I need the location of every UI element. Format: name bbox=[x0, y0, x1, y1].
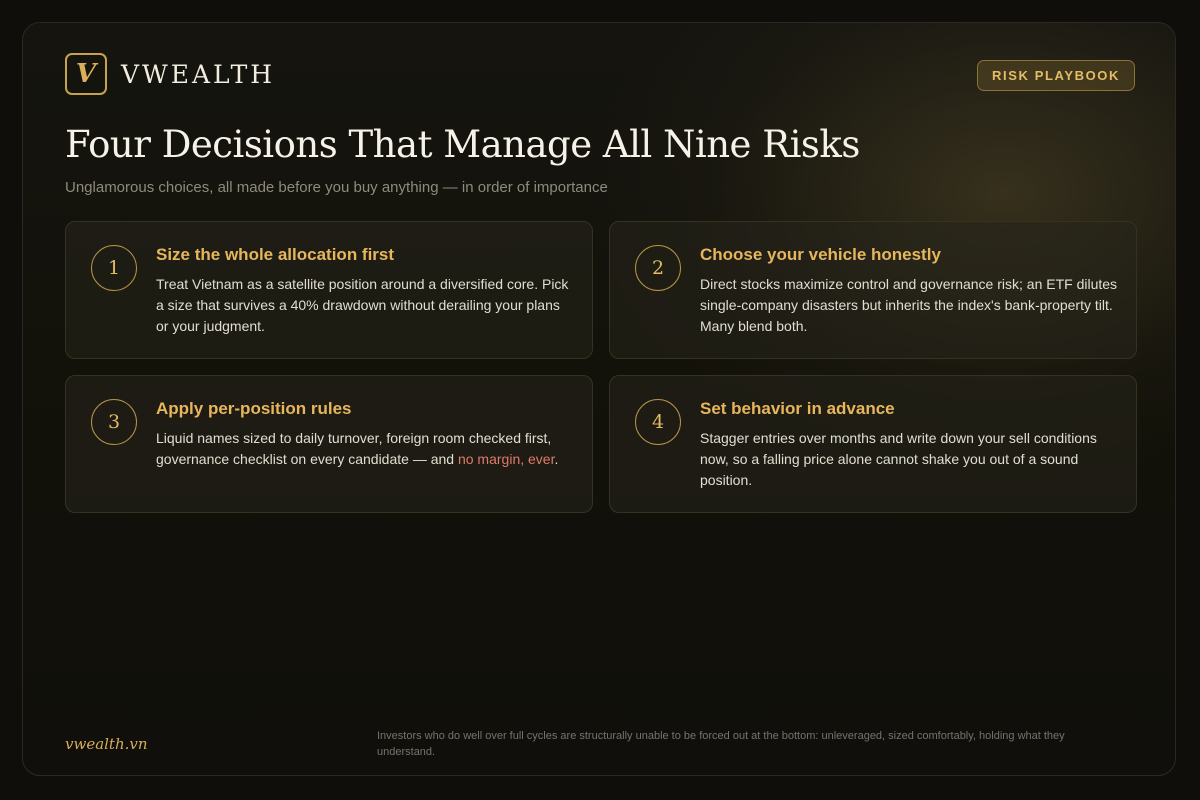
risk-playbook-badge: RISK PLAYBOOK bbox=[977, 60, 1135, 91]
step-number-badge: 2 bbox=[635, 245, 681, 291]
page-title: Four Decisions That Manage All Nine Risks bbox=[65, 123, 860, 166]
decision-card-1 bbox=[65, 221, 593, 359]
card-body-end: . bbox=[554, 451, 559, 467]
logo-mark-icon: V bbox=[65, 53, 107, 95]
card-title: Size the whole allocation first bbox=[156, 245, 395, 264]
card-title: Set behavior in advance bbox=[700, 399, 895, 418]
card-title: Choose your vehicle honestly bbox=[700, 245, 941, 264]
step-number-badge: 1 bbox=[91, 245, 137, 291]
card-body-text: Liquid names sized to daily turnover, foreign room checked first, governance checklist on every candidate — and bbox=[156, 430, 552, 467]
brand-logo bbox=[65, 53, 275, 95]
step-number-badge: 4 bbox=[635, 399, 681, 445]
card-body: Stagger entries over months and write down your sell conditions now, so a falling price alone cannot shake you out of a sound position. bbox=[700, 430, 1097, 488]
card-body: Treat Vietnam as a satellite position around a diversified core. Pick a size that survives a 40% drawdown without derailing your plans or your judgment. bbox=[156, 276, 569, 334]
page-subtitle: Unglamorous choices, all made before you buy anything — in order of importance bbox=[65, 179, 608, 196]
card-title: Apply per-position rules bbox=[156, 399, 352, 418]
footer-note: Investors who do well over full cycles are structurally unable to be forced out at the bottom: unleveraged, sized comfortably, holding what they understand. bbox=[377, 730, 1065, 758]
decision-card-3 bbox=[65, 375, 593, 513]
decision-card-2 bbox=[609, 221, 1137, 359]
decision-card-4 bbox=[609, 375, 1137, 513]
no-margin-highlight: no margin, ever bbox=[457, 451, 555, 467]
footer-site-link[interactable]: vwealth.vn bbox=[65, 735, 148, 753]
card-body bbox=[156, 428, 574, 470]
brand-name: VWEALTH bbox=[121, 59, 276, 89]
step-number-badge: 3 bbox=[91, 399, 137, 445]
slide-frame bbox=[22, 22, 1176, 776]
card-body: Direct stocks maximize control and governance risk; an ETF dilutes single-company disasters but inherits the index's bank-property tilt. Many blend both. bbox=[700, 276, 1118, 334]
